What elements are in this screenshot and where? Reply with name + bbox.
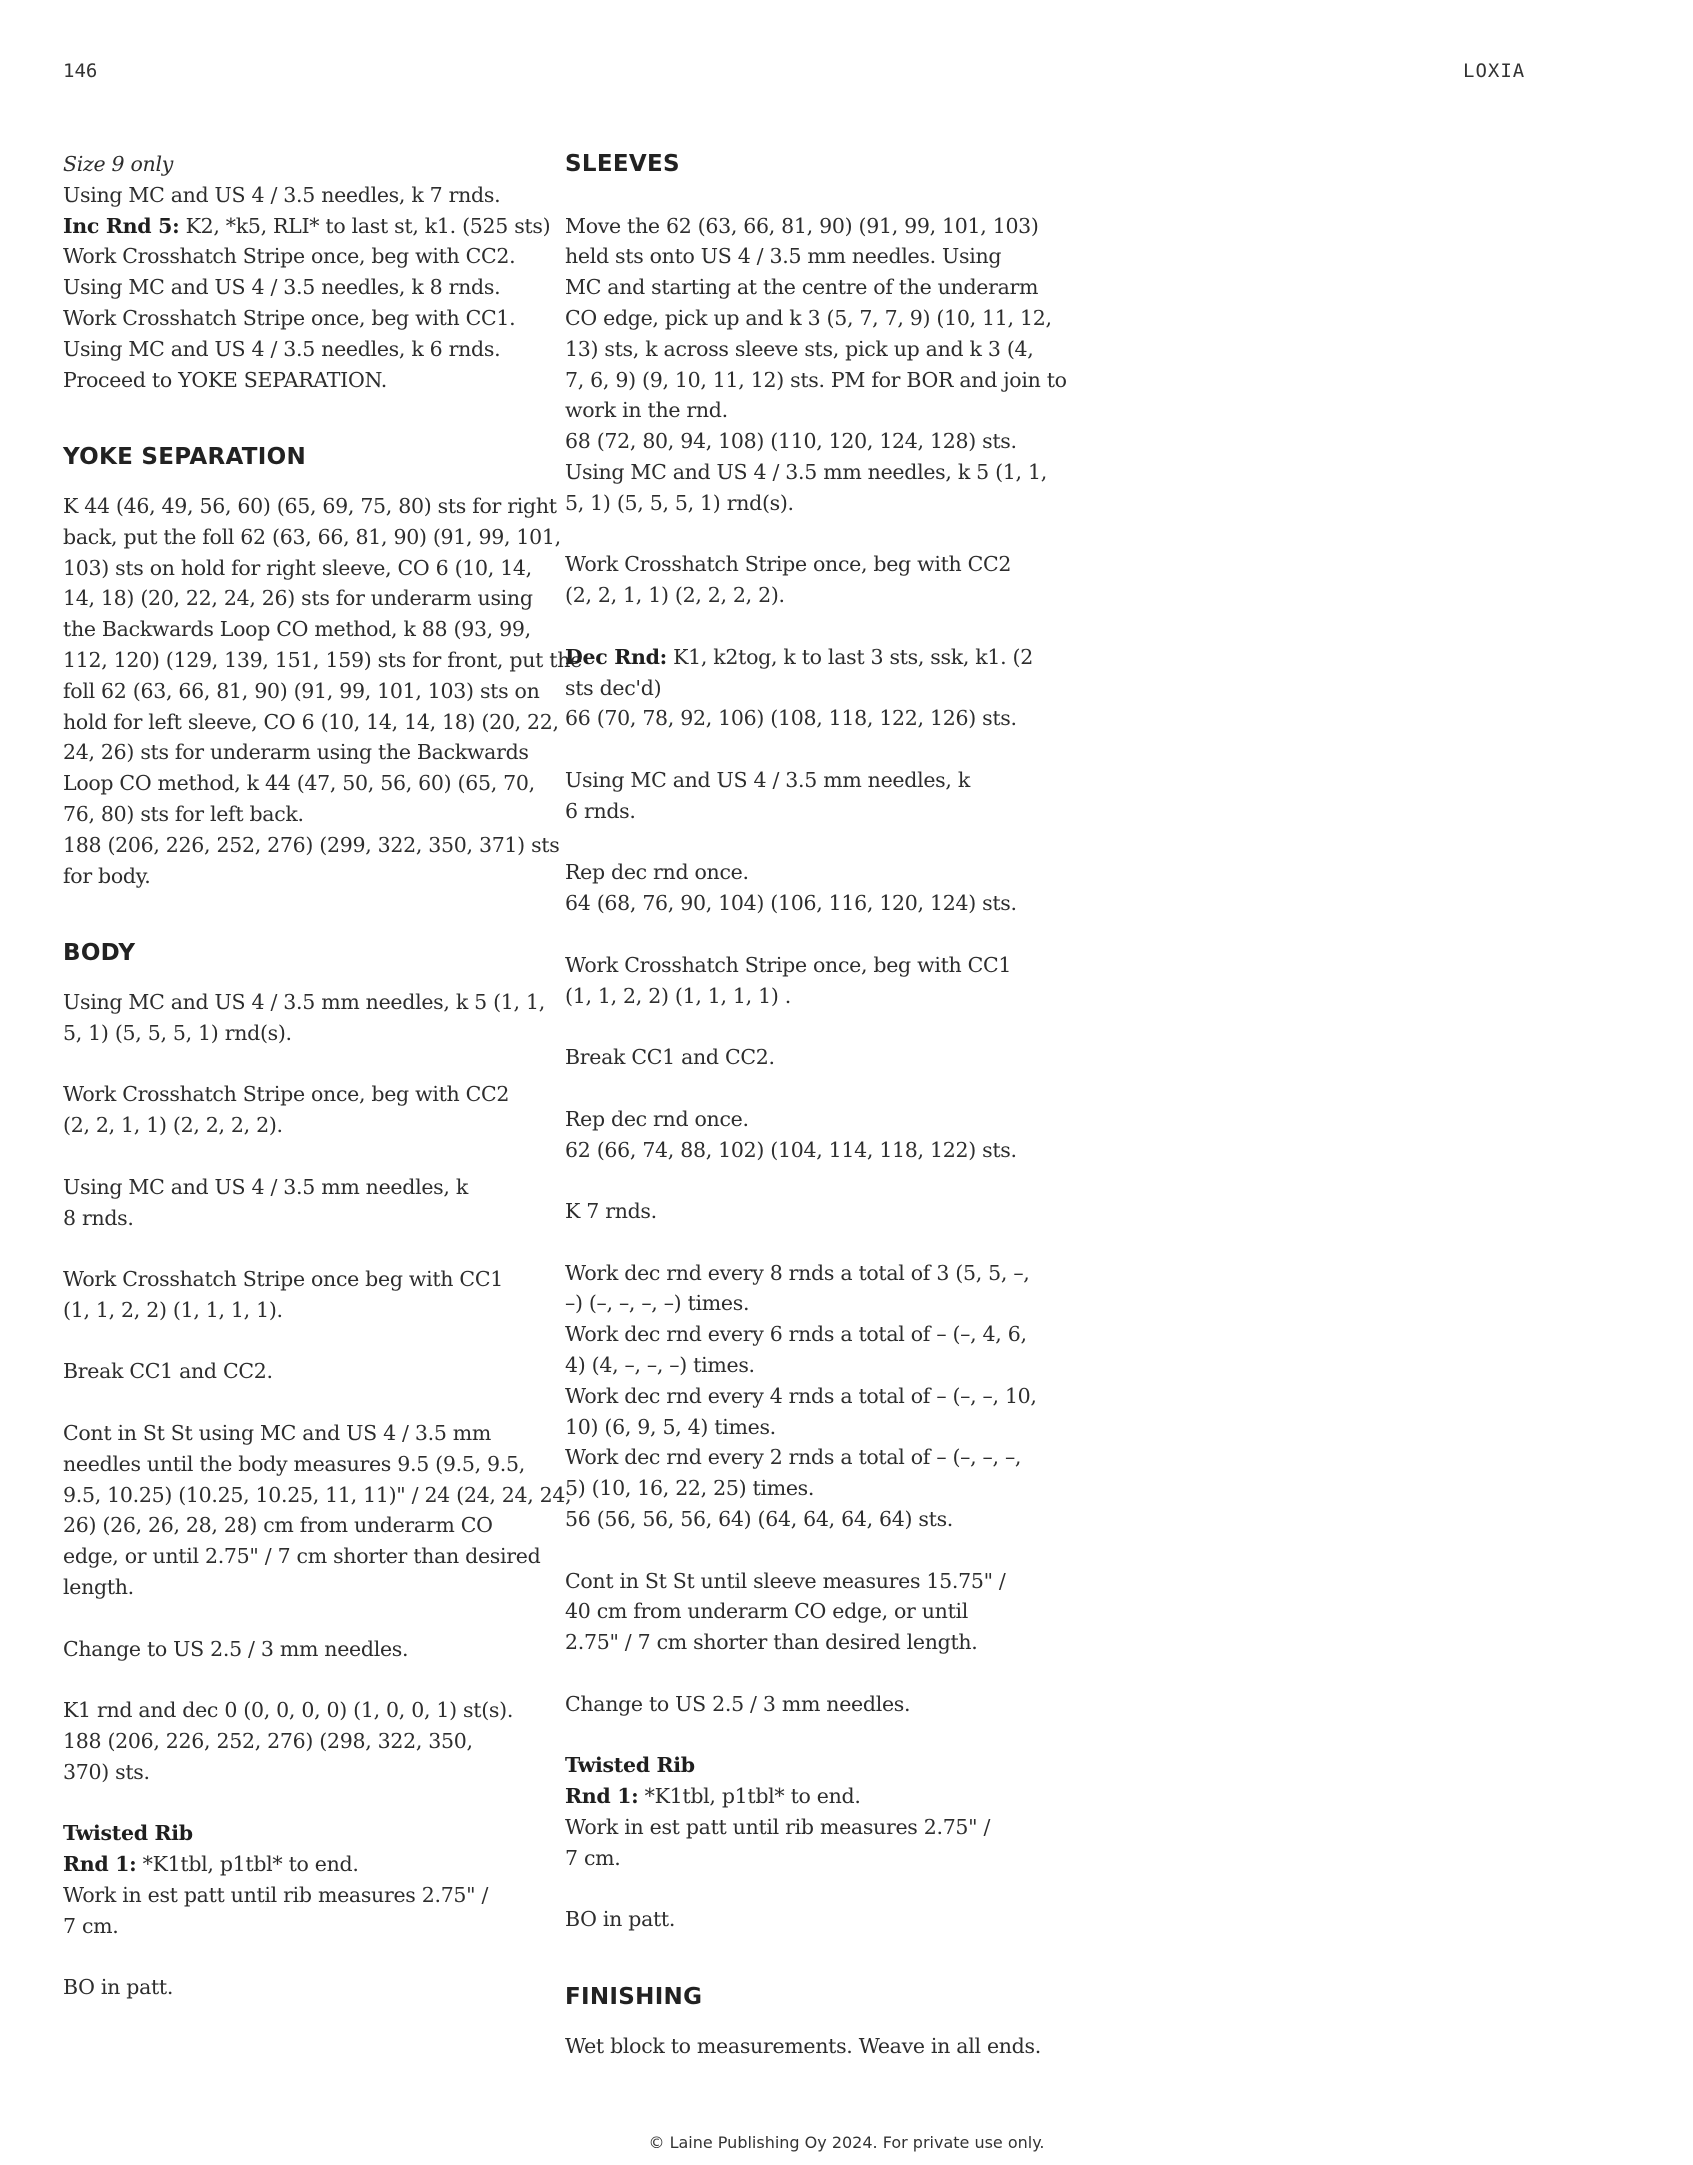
finishing-heading: FINISHING xyxy=(565,1984,703,2011)
bind-off-line: BO in patt. xyxy=(63,1975,174,2000)
inc-rnd-label: Inc Rnd 5: xyxy=(63,213,180,238)
page-number: 146 xyxy=(63,60,98,82)
sleeves-paragraph: Move the 62 (63, 66, 81, 90) (91, 99, 101, 103) held sts onto US 4 / 3.5 mm needles. Using MC and starting at the centre of the underarm CO edge, pick up and k 3 (5, 7, 7, 9) (10, 11, 12, 13) sts, k across sleeve sts, pick up and k 3 (4, 7, 6, 9) (9, 10, 11, 12) sts. PM for BOR and join to work in the rnd. 68 (72, 80, 94, 108) (110, 120, 124, 128) sts. Using MC and US 4 / 3.5 mm needles, k 5 (1, 1, 5, 1) (5, 5, 5, 1) rnd(s). xyxy=(565,213,1067,515)
text-line: Proceed to YOKE SEPARATION. xyxy=(63,367,388,392)
rnd-1-label: Rnd 1: xyxy=(565,1784,639,1809)
bind-off-line: BO in patt. xyxy=(565,1907,676,1932)
right-column: SLEEVES Move the 62 (63, 66, 81, 90) (91, 99, 101, 103) held sts onto US 4 / 3.5 mm needles. Using MC and starting at the centre of the underarm CO edge, pick up and k 3 (5, 7, 7, 9) (10, 11, 12, 13) sts, k across sleeve sts, pick up and k 3 (4, 7, 6, 9) (9, 10, 11, 12) sts. PM for BOR and join to work in the rnd. 68 (72, 80, 94, 108) (110, 120, 124, 128) sts. Using MC and US 4 / 3.5 mm needles, k 5 (1, 1, 5, 1) (5, 5, 5, 1) rnd(s). Work Crosshatch Stripe once, beg with CC2 (2, 2, 1, 1) (2, 2, 2, 2). Dec Rnd: K1, k2tog, k to last 3 sts, ssk, k1. (2 sts dec'd) 66 (70, 78, 92, 106) (108, 118, 122, 126) sts. Using MC and US 4 / 3.5 mm needles, k 6 rnds. Rep dec rnd once. 64 (68, 76, 90, 104) (106, 116, 120, 124) sts. Work Crosshatch Stripe once, beg with CC1 (1, 1, 2, 2) (1, 1, 1, 1) . Break CC1 and CC2. Rep dec rnd once. 62 (66, 74, 88, 102) (104, 114, 118, 122) sts. K 7 rnds. Work dec rnd every 8 rnds a total of 3 (5, 5, –, –) (–, –, –, –) times. Work dec rnd every 6 rnds a total of – (–, 4, 6, 4) (4, –, –, –) times. Work dec rnd every 4 rnds a total of – (–, –, 10, 10) (6, 9, 5, 4) times. Work dec rnd every 2 rnds a total of – (–, –, –, 5) (10, 16, 22, 25) times. 56 (56, 56, 56, 64) (64, 64, 64, 64) sts. Cont in St St until sleeve measures 15.75" / 40 cm from underarm CO edge, or until 2.75" / 7 cm shorter than desired length. Change to US 2.5 / 3 mm needles. Twisted Rib Rnd 1: *K1tbl, p1tbl* to end. Work in est patt until rib measures 2.75" / 7 cm. BO in patt. FINISHING Wet block to measurements. Weave in all ends. xyxy=(565,149,1065,2062)
text-line: Using MC and US 4 / 3.5 needles, k 6 rnds. xyxy=(63,336,501,361)
twisted-rib-title: Twisted Rib xyxy=(63,1821,193,1846)
text-line: Work Crosshatch Stripe once, beg with CC2. xyxy=(63,244,516,269)
text-line: Using MC and US 4 / 3.5 needles, k 8 rnds. xyxy=(63,275,501,300)
rnd-1-line: Rnd 1: *K1tbl, p1tbl* to end. xyxy=(565,1784,861,1809)
size-9-subtitle: Size 9 only xyxy=(63,152,173,176)
yoke-separation-paragraph: K 44 (46, 49, 56, 60) (65, 69, 75, 80) sts for right back, put the foll 62 (63, 66, 81, 90) (91, 99, 101, 103) sts on hold for right sleeve, CO 6 (10, 14, 14, 18) (20, 22, 24, 26) sts for underarm using the Backwards Loop CO method, k 88 (93, 99, 112, 120) (129, 139, 151, 159) sts for front, put the foll 62 (63, 66, 81, 90) (91, 99, 101, 103) sts on hold for left sleeve, CO 6 (10, 14, 14, 18) (20, 22, 24, 26) sts for underarm using the Backwards Loop CO method, k 44 (47, 50, 56, 60) (65, 70, 76, 80) sts for left back. 188 (206, 226, 252, 276) (299, 322, 350, 371) sts for body. xyxy=(63,493,582,888)
rnd-1-label: Rnd 1: xyxy=(63,1852,137,1877)
running-title: LOXIA xyxy=(1463,60,1526,82)
twisted-rib-title: Twisted Rib xyxy=(565,1753,695,1778)
inc-rnd-line: Inc Rnd 5: K2, *k5, RLI* to last st, k1. (525 sts) xyxy=(63,213,551,238)
left-column: Size 9 only Using MC and US 4 / 3.5 needles, k 7 rnds. Inc Rnd 5: K2, *k5, RLI* to last st, k1. (525 sts) Work Crosshatch Stripe once, beg with CC2. Using MC and US 4 / 3.5 needles, k 8 rnds. Work Crosshatch Stripe once, beg with CC1. Using MC and US 4 / 3.5 needles, k 6 rnds. Proceed to YOKE SEPARATION. YOKE SEPARATION K 44 (46, 49, 56, 60) (65, 69, 75, 80) sts for right back, put the foll 62 (63, 66, 81, 90) (91, 99, 101, 103) sts on hold for right sleeve, CO 6 (10, 14, 14, 18) (20, 22, 24, 26) sts for underarm using the Backwards Loop CO method, k 88 (93, 99, 112, 120) (129, 139, 151, 159) sts for front, put the foll 62 (63, 66, 81, 90) (91, 99, 101, 103) sts on hold for left sleeve, CO 6 (10, 14, 14, 18) (20, 22, 24, 26) sts for underarm using the Backwards Loop CO method, k 44 (47, 50, 56, 60) (65, 70, 76, 80) sts for left back. 188 (206, 226, 252, 276) (299, 322, 350, 371) sts for body. BODY Using MC and US 4 / 3.5 mm needles, k 5 (1, 1, 5, 1) (5, 5, 5, 1) rnd(s). Work Crosshatch Stripe once, beg with CC2 (2, 2, 1, 1) (2, 2, 2, 2). Using MC and US 4 / 3.5 mm needles, k 8 rnds. Work Crosshatch Stripe once beg with CC1 (1, 1, 2, 2) (1, 1, 1, 1). Break CC1 and CC2. Cont in St St using MC and US 4 / 3.5 mm needles until the body measures 9.5 (9.5, 9.5, 9.5, 10.25) (10.25, 10.25, 11, 11)" / 24 (24, 24, 24, 26) (26, 26, 28, 28) cm from underarm CO edge, or until 2.75" / 7 cm shorter than desired length. Change to US 2.5 / 3 mm needles. K1 rnd and dec 0 (0, 0, 0, 0) (1, 0, 0, 1) st(s). 188 (206, 226, 252, 276) (298, 322, 350, 370) sts. Twisted Rib Rnd 1: *K1tbl, p1tbl* to end. Work in est patt until rib measures 2.75" / 7 cm. BO in patt. xyxy=(63,149,538,2003)
dec-rnd-line: Dec Rnd: K1, k2tog, k to last 3 sts, ssk, k1. (2 xyxy=(565,644,1033,669)
copyright-footer: © Laine Publishing Oy 2024. For private use only. xyxy=(648,2133,1045,2152)
finishing-text: Wet block to measurements. Weave in all ends. xyxy=(565,2033,1041,2058)
text-line: Work Crosshatch Stripe once, beg with CC1. xyxy=(63,305,516,330)
sleeves-heading: SLEEVES xyxy=(565,151,680,177)
rnd-1-line: Rnd 1: *K1tbl, p1tbl* to end. xyxy=(63,1852,359,1877)
yoke-separation-heading: YOKE SEPARATION xyxy=(63,444,307,471)
dec-rnd-label: Dec Rnd: xyxy=(565,644,667,669)
body-heading: BODY xyxy=(63,940,136,967)
text-line: Using MC and US 4 / 3.5 needles, k 7 rnds. xyxy=(63,182,501,207)
